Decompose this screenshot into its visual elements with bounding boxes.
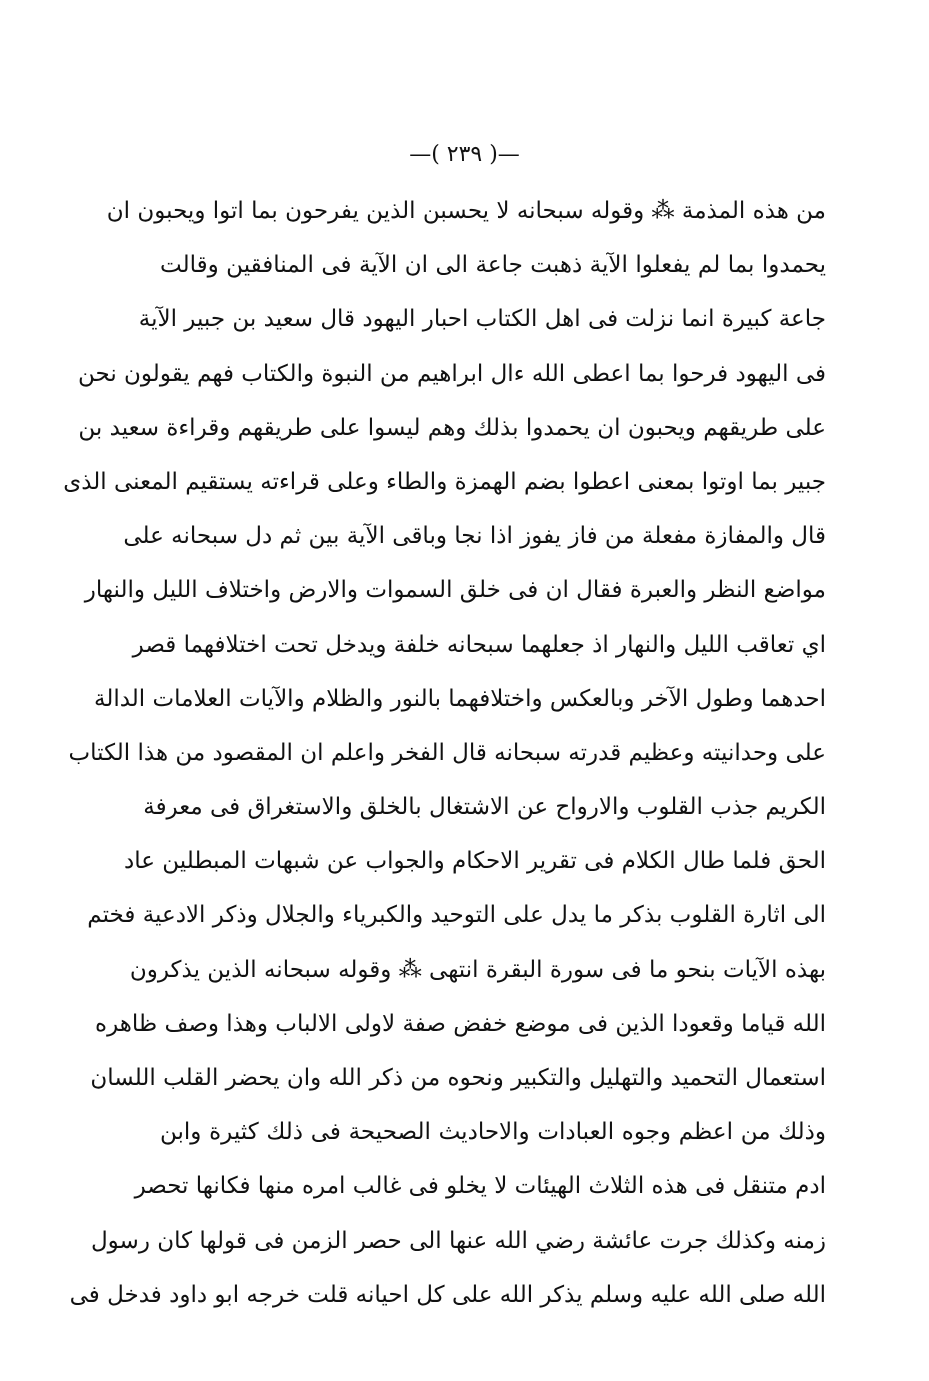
text-line: جبير بما اوتوا بمعنى اعطوا بضم الهمزة والطاء وعلى قراءته يستقيم المعنى الذى [63,468,826,495]
text-line: زمنه وكذلك جرت عائشة رضي الله عنها الى حصر الزمن فى قولها كان رسول [90,1227,826,1254]
text-line: وذلك من اعظم وجوه العبادات والاحاديث الصحيحة فى ذلك كثيرة وابن [160,1119,826,1146]
text-line: الكريم جذب القلوب والارواح عن الاشتغال بالخلق والاستغراق فى معرفة [143,794,826,821]
text-line: جاعة كبيرة انما نزلت فى اهل الكتاب احبار اليهود قال سعيد بن جبير الآية [138,306,826,333]
text-line: على وحدانيته وعظيم قدرته سبحانه قال الفخر واعلم ان المقصود من هذا الكتاب [68,739,826,766]
text-line: على طريقهم ويحبون ان يحمدوا بذلك وهم ليسوا على طريقهم وقراءة سعيد بن [78,414,826,441]
text-line: قال والمفازة مفعلة من فاز يفوز اذا نجا وباقى الآية بين ثم دل سبحانه على [123,523,826,550]
text-line: فى اليهود فرحوا بما اعطى الله ءال ابراهيم من النبوة والكتاب فهم يقولون نحن [77,360,826,387]
text-line: من هذه المذمة ⁂ وقوله سبحانه لا يحسبن الذين يفرحون بما اتوا ويحبون ان [106,198,826,224]
text-line: ادم متنقل فى هذه الثلاث الهيئات لا يخلو فى غالب امره منها فكانها تحصر [134,1173,826,1200]
text-line: يحمدوا بما لم يفعلوا الآية ذهبت جاعة الى ان الآية فى المنافقين وقالت [160,252,826,279]
text-line: مواضع النظر والعبرة فقال ان فى خلق السموات والارض واختلاف الليل والنهار [84,577,826,604]
body-text [63,184,826,1322]
text-line: بهذه الآيات بنحو ما فى سورة البقرة انتهى ⁂ وقوله سبحانه الذين يذكرون [129,956,826,983]
text-line: الى اثارة القلوب بذكر ما يدل على التوحيد والكبرياء والجلال وذكر الادعية فختم [87,902,826,929]
page-number: —( ٢٣٩ )— [409,142,520,167]
text-line: الله صلى الله عليه وسلم يذكر الله على كل احيانه قلت خرجه ابو داود فدخل فى [69,1281,826,1308]
text-line: الله قياما وقعودا الذين فى موضع خفض صفة لاولى الالباب وهذا وصف ظاهره [95,1010,826,1037]
text-line: الحق فلما طال الكلام فى تقرير الاحكام والجواب عن شبهات المبطلين عاد [123,848,826,875]
text-line: احدهما وطول الآخر وبالعكس واختلافهما بالنور والظلام والآيات العلامات الدالة [93,685,826,712]
text-line: استعمال التحميد والتهليل والتكبير ونحوه من ذكر الله وان يحضر القلب اللسان [90,1065,826,1091]
text-line: اي تعاقب الليل والنهار اذ جعلهما سبحانه خلفة ويدخل تحت اختلافهما قصر [132,631,826,658]
